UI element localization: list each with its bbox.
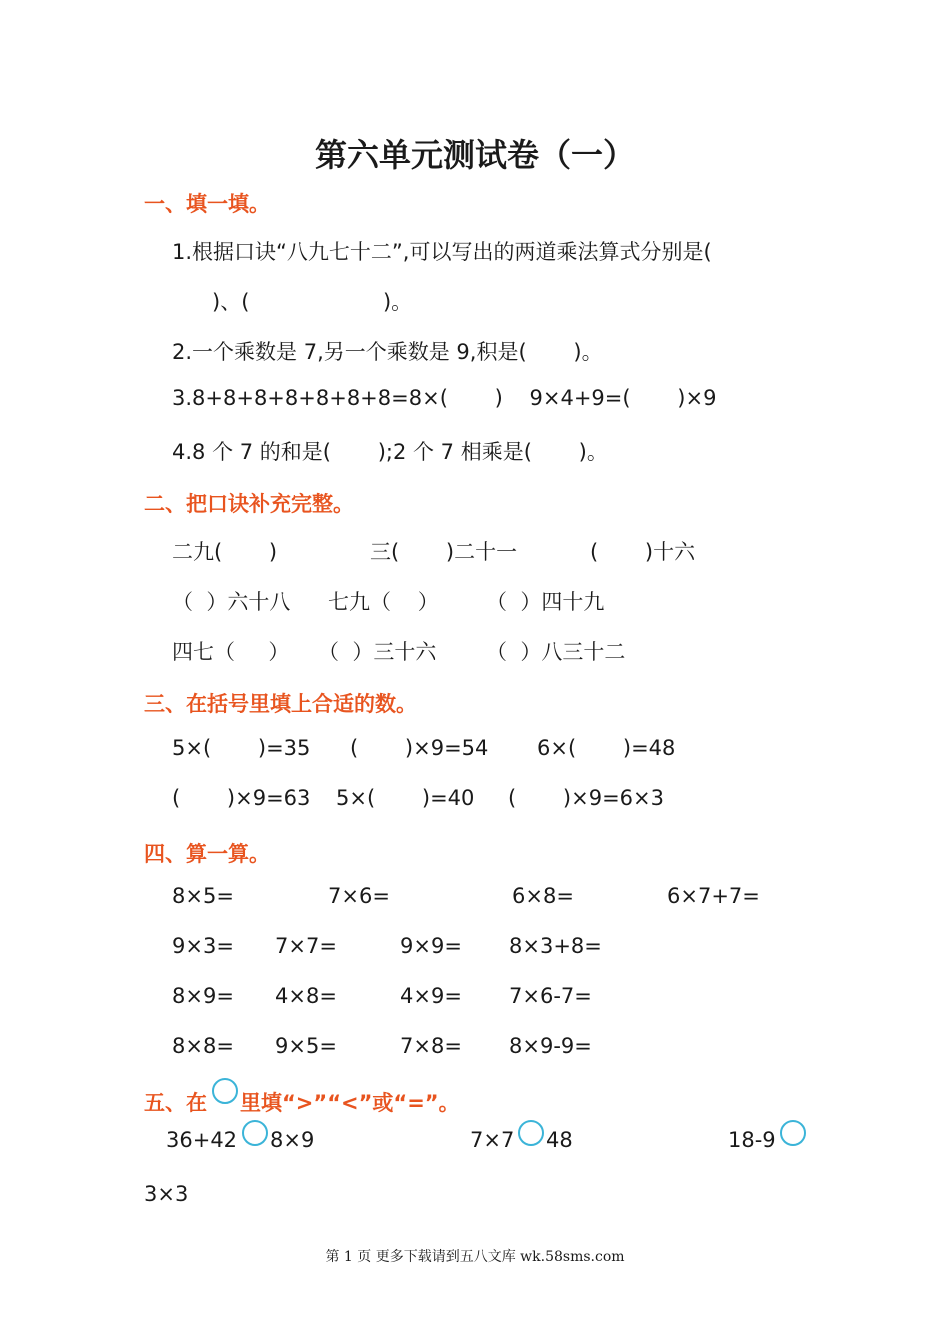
rhyme-item: （ ）六十八 [172, 590, 291, 614]
comparison-circle-icon [212, 1078, 238, 1104]
section-1-heading: 一、填一填。 [144, 192, 270, 216]
section-3-heading: 三、在括号里填上合适的数。 [144, 692, 417, 716]
question-1-line-2: )、( )。 [172, 290, 413, 314]
comparison-circle-icon [518, 1120, 544, 1146]
compare-left: 7×7 [470, 1128, 515, 1152]
calc-item: 8×5= [172, 884, 234, 908]
calc-item: 6×8= [512, 884, 574, 908]
calc-item: 8×9-9= [509, 1034, 592, 1058]
question-1-line-1: 1.根据口诀“八九七十二”,可以写出的两道乘法算式分别是( [172, 240, 712, 264]
rhyme-item: 三( )二十一 [370, 540, 518, 564]
rhyme-item: 二九( ) [172, 540, 278, 564]
blank-equation: ( )×9=54 [350, 736, 489, 760]
blank-equation: 6×( )=48 [537, 736, 676, 760]
calc-item: 8×8= [172, 1034, 234, 1058]
calc-item: 7×7= [275, 934, 337, 958]
question-4: 4.8 个 7 的和是( );2 个 7 相乘是( )。 [172, 440, 608, 464]
comparison-circle-icon [242, 1120, 268, 1146]
compare-left: 18-9 [728, 1128, 776, 1152]
compare-left: 36+42 [166, 1128, 238, 1152]
rhyme-item: 四七（ ） [172, 640, 290, 664]
calc-item: 4×8= [275, 984, 337, 1008]
section-4-heading: 四、算一算。 [144, 842, 270, 866]
calc-item: 7×8= [400, 1034, 462, 1058]
blank-equation: ( )×9=6×3 [508, 786, 664, 810]
rhyme-item: ( )十六 [590, 540, 696, 564]
rhyme-item: （ ）八三十二 [486, 640, 626, 664]
calc-item: 9×5= [275, 1034, 337, 1058]
calc-item: 7×6= [328, 884, 390, 908]
section-5-heading-start: 五、在 [144, 1091, 207, 1115]
rhyme-item: （ ）四十九 [486, 590, 605, 614]
question-2: 2.一个乘数是 7,另一个乘数是 9,积是( )。 [172, 340, 603, 364]
section-5-heading-end: 里填“>”“<”或“=”。 [240, 1091, 460, 1115]
calc-item: 8×9= [172, 984, 234, 1008]
blank-equation: ( )×9=63 [172, 786, 311, 810]
page-title: 第六单元测试卷（一） [314, 136, 635, 174]
calc-item: 9×9= [400, 934, 462, 958]
blank-equation: 5×( )=40 [336, 786, 475, 810]
page-footer: 第 1 页 更多下载请到五八文库 wk.58sms.com [325, 1249, 625, 1265]
rhyme-item: 七九（ ） [328, 590, 439, 614]
blank-equation: 5×( )=35 [172, 736, 311, 760]
compare-right: 8×9 [270, 1128, 315, 1152]
comparison-circle-icon [780, 1120, 806, 1146]
calc-item: 7×6-7= [509, 984, 592, 1008]
calc-item: 9×3= [172, 934, 234, 958]
compare-right: 3×3 [144, 1182, 189, 1206]
compare-right: 48 [546, 1128, 573, 1152]
rhyme-item: （ ）三十六 [318, 640, 437, 664]
calc-item: 6×7+7= [667, 884, 760, 908]
calc-item: 8×3+8= [509, 934, 602, 958]
section-2-heading: 二、把口诀补充完整。 [144, 492, 354, 516]
calc-item: 4×9= [400, 984, 462, 1008]
question-3: 3.8+8+8+8+8+8+8=8×( ) 9×4+9=( )×9 [172, 386, 717, 410]
